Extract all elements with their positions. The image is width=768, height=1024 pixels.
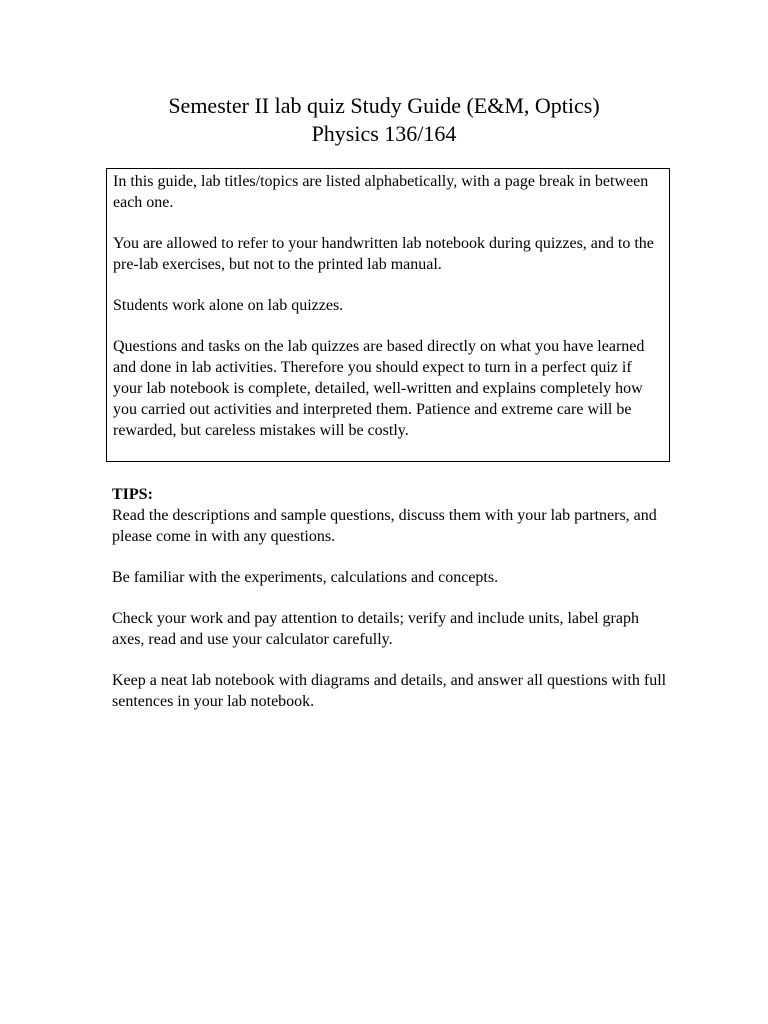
tip-item-notebook: Keep a neat lab notebook with diagrams and details, and answer all questions with full sentences in your lab notebook.	[112, 672, 667, 710]
tip-item-descriptions: Read the descriptions and sample questions, discuss them with your lab partners, and please come in with any questions.	[112, 507, 657, 545]
tip-item-familiar: Be familiar with the experiments, calculations and concepts.	[112, 569, 499, 586]
info-paragraph-notebook: You are allowed to refer to your handwritten lab notebook during quizzes, and to the pre-lab exercises, but not to the printed lab manual.	[113, 235, 654, 273]
tips-heading: TIPS:	[112, 486, 153, 503]
info-paragraph-page-break: In this guide, lab titles/topics are listed alphabetically, with a page break in between each one.	[113, 173, 649, 211]
guide-info-box	[106, 168, 670, 462]
info-paragraph-work-alone: Students work alone on lab quizzes.	[113, 297, 344, 314]
document-title	[0, 92, 768, 148]
title-line-2: Physics 136/164	[311, 121, 457, 146]
tips-section	[112, 484, 672, 732]
info-paragraph-questions: Questions and tasks on the lab quizzes are based directly on what you have learned and done in lab activities. Therefore you should expect to turn in a perfect quiz if your lab notebook is complete, detailed, well-written and explains completely how you carried out activities and interpreted them. Patience and extreme care will be rewarded, but careless mistakes will be costly.	[113, 338, 645, 439]
tip-item-check-work: Check your work and pay attention to details; verify and include units, label graph axes, read and use your calculator carefully.	[112, 610, 639, 648]
title-line-1: Semester II lab quiz Study Guide (E&M, Optics)	[168, 93, 600, 118]
